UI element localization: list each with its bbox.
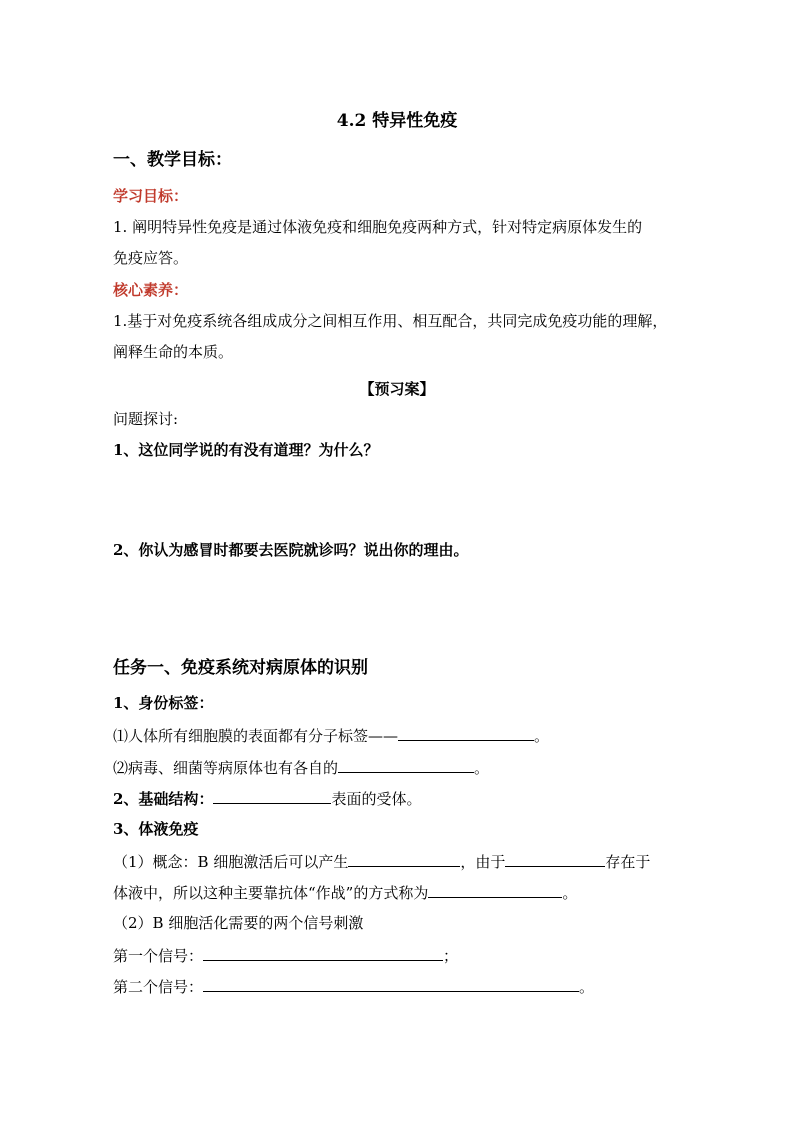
blank-signal-2[interactable] bbox=[203, 976, 579, 992]
signal-2-end: 。 bbox=[579, 978, 595, 996]
basic-structure-line bbox=[113, 788, 421, 809]
core-literacy-text-1: 1.基于对免疫系统各组成成分之间相互作用、相互配合，共同完成免疫功能的理解， bbox=[113, 312, 668, 330]
learning-goal-label: 学习目标： bbox=[113, 187, 189, 205]
preview-heading: 【预习案】 bbox=[359, 380, 435, 398]
basic-structure-label: 2、基础结构： bbox=[113, 790, 214, 808]
concept-line-1-end: 存在于 bbox=[605, 853, 651, 871]
b-cell-activation-line: （2）B 细胞活化需要的两个信号刺激 bbox=[113, 914, 364, 932]
signal-1-end: ； bbox=[443, 947, 459, 965]
concept-line-2-end: 。 bbox=[562, 884, 578, 902]
problem-label: 问题探讨: bbox=[113, 410, 179, 428]
identity-line-1-text: ⑴人体所有细胞膜的表面都有分子标签—— bbox=[113, 727, 399, 745]
question-1: 1、这位同学说的有没有道理？为什么？ bbox=[113, 441, 379, 459]
page-title: 4.2 特异性免疫 bbox=[336, 111, 458, 131]
concept-line-2 bbox=[113, 882, 577, 903]
signal-1-label: 第一个信号： bbox=[113, 947, 204, 965]
task-1-heading: 任务一、免疫系统对病原体的识别 bbox=[113, 658, 368, 678]
signal-2-label: 第二个信号： bbox=[113, 978, 204, 996]
core-literacy-label: 核心素养： bbox=[113, 281, 189, 299]
signal-2-line bbox=[113, 976, 594, 997]
identity-line-2 bbox=[113, 757, 489, 778]
blank-molecular-tag[interactable] bbox=[398, 725, 534, 741]
learning-goal-text-2: 免疫应答。 bbox=[113, 249, 189, 267]
section-teaching-goals: 一、教学目标： bbox=[113, 150, 232, 170]
question-2: 2、你认为感冒时都要去医院就诊吗？说出你的理由。 bbox=[113, 541, 469, 559]
blank-basic-structure[interactable] bbox=[213, 788, 331, 804]
concept-line-1-mid: ，由于 bbox=[460, 853, 506, 871]
concept-line-2-text: 体液中，所以这种主要靠抗体“作战”的方式称为 bbox=[113, 884, 429, 902]
identity-line-2-end: 。 bbox=[474, 759, 490, 777]
identity-line-1-end: 。 bbox=[534, 727, 550, 745]
core-literacy-text-2: 阐释生命的本质。 bbox=[113, 343, 234, 361]
blank-immunity-type[interactable] bbox=[428, 882, 562, 898]
identity-label-heading: 1、身份标签： bbox=[113, 694, 214, 712]
blank-exists[interactable] bbox=[505, 851, 605, 867]
humoral-immunity-heading: 3、体液免疫 bbox=[113, 820, 199, 838]
concept-line-1 bbox=[113, 851, 650, 872]
blank-pathogen-tag[interactable] bbox=[338, 757, 474, 773]
blank-produce[interactable] bbox=[348, 851, 460, 867]
concept-line-1-text: （1）概念：B 细胞激活后可以产生 bbox=[113, 853, 349, 871]
signal-1-line bbox=[113, 945, 458, 966]
learning-goal-text-1: 1. 阐明特异性免疫是通过体液免疫和细胞免疫两种方式，针对特定病原体发生的 bbox=[113, 218, 643, 236]
blank-signal-1[interactable] bbox=[203, 945, 443, 961]
identity-line-2-text: ⑵病毒、细菌等病原体也有各自的 bbox=[113, 759, 339, 777]
basic-structure-end: 表面的受体。 bbox=[331, 790, 422, 808]
identity-line-1 bbox=[113, 725, 549, 746]
